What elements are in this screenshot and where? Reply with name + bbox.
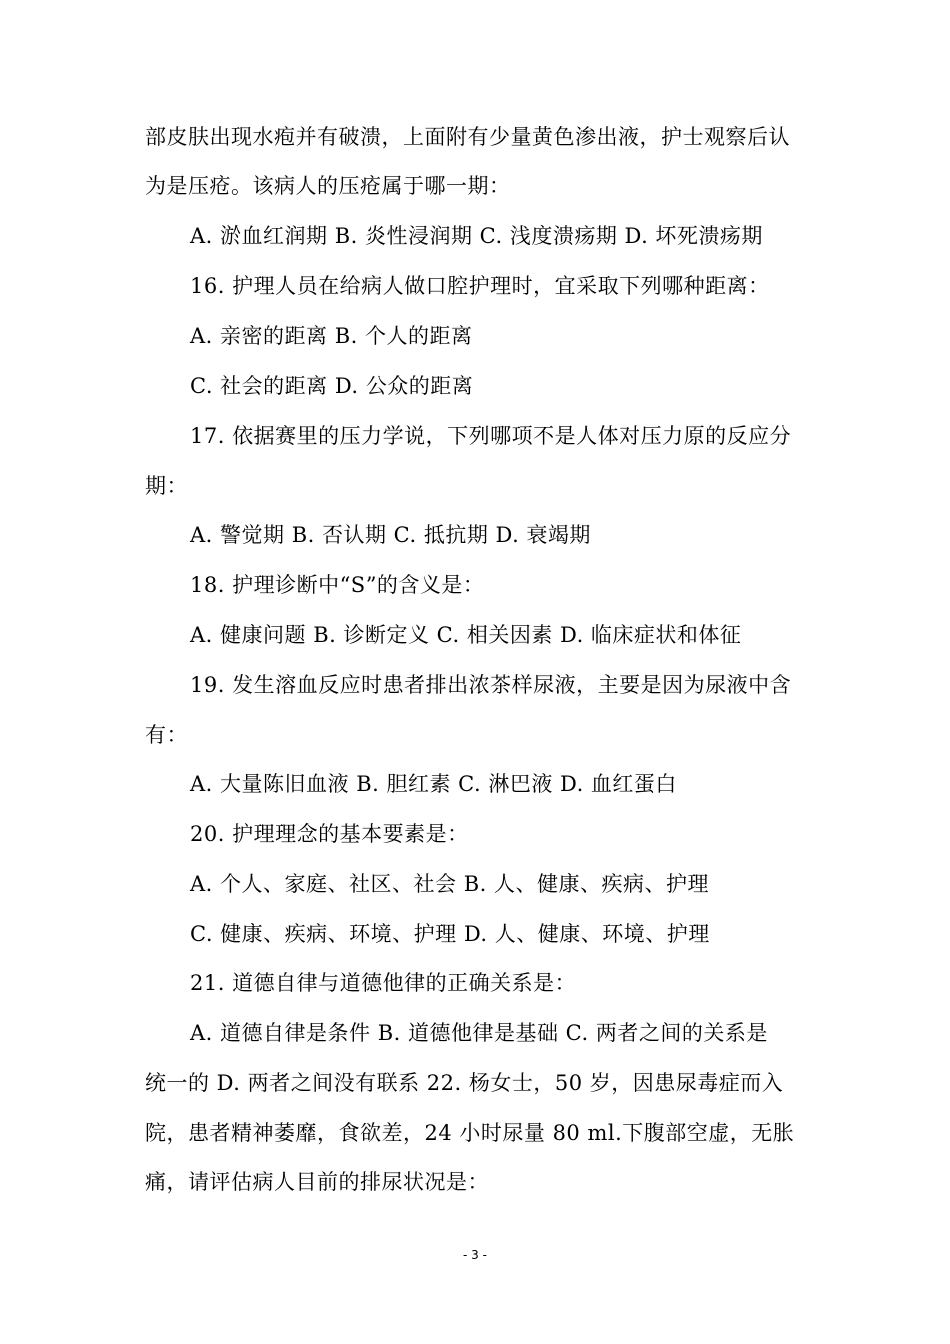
text-line: 有： <box>145 723 188 747</box>
answer-options: A. 淤血红润期 B. 炎性浸润期 C. 浅度溃疡期 D. 坏死溃疡期 <box>190 224 763 248</box>
question-19: 19. 发生溶血反应时患者排出浓茶样尿液，主要是因为尿液中含 <box>190 673 792 697</box>
answer-options: A. 道德自律是条件 B. 道德他律是基础 C. 两者之间的关系是 <box>190 1021 768 1045</box>
text-line: 痛，请评估病人目前的排尿状况是： <box>145 1170 489 1194</box>
text-line: 部皮肤出现水疱并有破溃，上面附有少量黄色渗出液，护士观察后认 <box>145 125 790 149</box>
text-line: 院，患者精神萎靡，食欲差，24 小时尿量 80 ml.下腹部空虚，无胀 <box>145 1121 795 1145</box>
answer-options: A. 亲密的距离 B. 个人的距离 <box>190 324 473 348</box>
question-16: 16. 护理人员在给病人做口腔护理时，宜采取下列哪种距离： <box>190 274 770 298</box>
answer-options: A. 个人、家庭、社区、社会 B. 人、健康、疾病、护理 <box>190 872 709 896</box>
answer-options: C. 社会的距离 D. 公众的距离 <box>190 374 474 398</box>
question-21: 21. 道德自律与道德他律的正确关系是： <box>190 971 577 995</box>
answer-options: A. 健康问题 B. 诊断定义 C. 相关因素 D. 临床症状和体征 <box>190 623 742 647</box>
answer-options: C. 健康、疾病、环境、护理 D. 人、健康、环境、护理 <box>190 922 710 946</box>
text-line: 期： <box>145 474 188 498</box>
question-17: 17. 依据赛里的压力学说，下列哪项不是人体对压力原的反应分 <box>190 424 792 448</box>
text-line: 为是压疮。该病人的压疮属于哪一期： <box>145 174 511 198</box>
answer-options: A. 警觉期 B. 否认期 C. 抵抗期 D. 衰竭期 <box>190 523 591 547</box>
page-number: - 3 - <box>463 1248 487 1262</box>
question-18: 18. 护理诊断中“S”的含义是： <box>190 573 485 597</box>
text-line: 统一的 D. 两者之间没有联系 22. 杨女士，50 岁，因患尿毒症而入 <box>145 1071 784 1095</box>
question-20: 20. 护理理念的基本要素是： <box>190 822 469 846</box>
answer-options: A. 大量陈旧血液 B. 胆红素 C. 淋巴液 D. 血红蛋白 <box>190 772 677 796</box>
